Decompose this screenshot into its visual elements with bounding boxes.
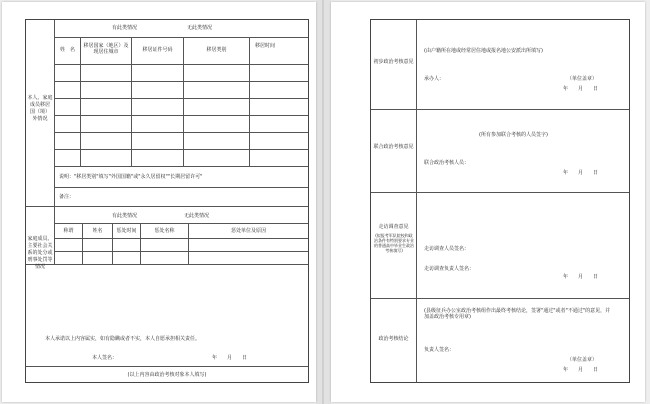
section-divider xyxy=(371,192,629,193)
col-line xyxy=(131,38,132,167)
section-label-line: 主要社会关 xyxy=(27,243,53,249)
column-header: 称谓 xyxy=(63,228,74,234)
date-label: 年 月 日 xyxy=(563,86,599,92)
form-page-right xyxy=(331,2,645,402)
date-label: 年 月 日 xyxy=(563,274,599,280)
row-line xyxy=(55,37,308,38)
investigation-head-label: 走访调查负责人签名： xyxy=(424,266,475,272)
section-note: (由户籍所在地或经常居住地或报名地公安派出所填写) xyxy=(424,48,543,54)
row-line xyxy=(55,166,308,167)
column-header: 惩处名称 xyxy=(154,228,175,234)
section-sublabel: (拟报考军队院校和政治条件有特别要求专业的普通高中毕业生政治考核填写) xyxy=(374,233,414,253)
form-outer-border-left xyxy=(25,19,309,383)
section-divider xyxy=(26,264,308,265)
col-line xyxy=(80,38,81,167)
form-page-left xyxy=(2,2,316,402)
row-line xyxy=(55,98,308,99)
row-line xyxy=(55,187,308,188)
section-label-line: 刑事处罚等 xyxy=(27,257,53,263)
date-label: 年 月 日 xyxy=(563,170,599,176)
column-header: 移居时间 xyxy=(255,43,276,49)
column-header: 移居证件号码 xyxy=(142,47,173,53)
section-label: 走访调查意见 xyxy=(378,224,409,230)
section-note: (县级征兵办公室政治考核组作出最终考核结论，签署"通过"或者"不通过"的意见，并加盖政治考核专用章) xyxy=(424,308,611,320)
has-situation-label: 有此类情况 xyxy=(112,25,138,31)
handler-label: 承办人： xyxy=(424,76,445,82)
column-header: 惩处时间 xyxy=(116,228,137,234)
section-label-line: 情况 xyxy=(34,264,45,270)
seal-label: （单位盖章） xyxy=(567,76,598,82)
date-label: 年 月 日 xyxy=(563,367,599,373)
row-line xyxy=(55,149,308,150)
column-header: 惩处单位及原因 xyxy=(230,228,266,234)
section-note: (所有参加联合考核的人员签字) xyxy=(479,132,548,138)
page-gap-line xyxy=(322,0,324,404)
no-situation-label: 无此类情况 xyxy=(187,25,213,31)
has-situation-label: 有此类情况 xyxy=(112,213,138,219)
investigator-label: 走访调查人员签名： xyxy=(424,246,470,252)
section-divider xyxy=(371,109,629,110)
no-situation-label: 无此类情况 xyxy=(184,213,210,219)
footer-note: (以上内容由政治考核对象本人填写) xyxy=(127,372,207,378)
section-label-line: 国（境） xyxy=(29,109,50,115)
row-line xyxy=(55,251,308,252)
section-label-line: 本人、家庭 xyxy=(27,95,53,101)
section-divider xyxy=(26,206,308,207)
row-line xyxy=(55,238,308,239)
signature-label: 本人签名： xyxy=(92,355,118,361)
column-header: 姓名 xyxy=(92,228,103,234)
row-line xyxy=(55,115,308,116)
row-line xyxy=(55,223,308,224)
column-header: 移居国家（地区）及现居住城市 xyxy=(83,43,129,55)
section-label: 联合政治考核意见 xyxy=(373,144,414,150)
section-label-line: 家庭成员、 xyxy=(27,236,53,242)
footer-divider xyxy=(26,366,308,367)
row-line xyxy=(55,81,308,82)
label-column-divider xyxy=(416,20,417,382)
col-line xyxy=(183,38,184,167)
migration-note: 说明："移居类别"填写"外国国籍"或"永久居留权""长期居留许可" xyxy=(59,174,203,180)
section-label: 初步政治考核意见 xyxy=(373,59,414,65)
col-line xyxy=(249,38,250,167)
row-line xyxy=(55,132,308,133)
column-header: 姓 名 xyxy=(59,47,75,53)
section-label-line: 系的处分或 xyxy=(27,250,53,256)
remark-label: 备注： xyxy=(59,194,75,200)
section-label-line: 成员移居 xyxy=(29,102,50,108)
joint-reviewer-label: 联合政治考核人员： xyxy=(424,160,470,166)
section-label-line: 外情况 xyxy=(32,116,48,122)
row-line xyxy=(55,64,308,65)
section-label: 政治考核结论 xyxy=(378,336,409,342)
column-header: 移居类别 xyxy=(206,47,227,53)
seal-label: （单位盖章） xyxy=(567,357,598,363)
responsible-signature-label: 负责人签名： xyxy=(424,347,455,353)
form-outer-border-right xyxy=(370,19,630,383)
section-divider xyxy=(371,298,629,299)
pledge-text: 本人承诺以上内容属实，如有隐瞒或者不实，本人自愿承担相关责任。 xyxy=(45,336,201,342)
date-label: 年 月 日 xyxy=(212,355,248,361)
